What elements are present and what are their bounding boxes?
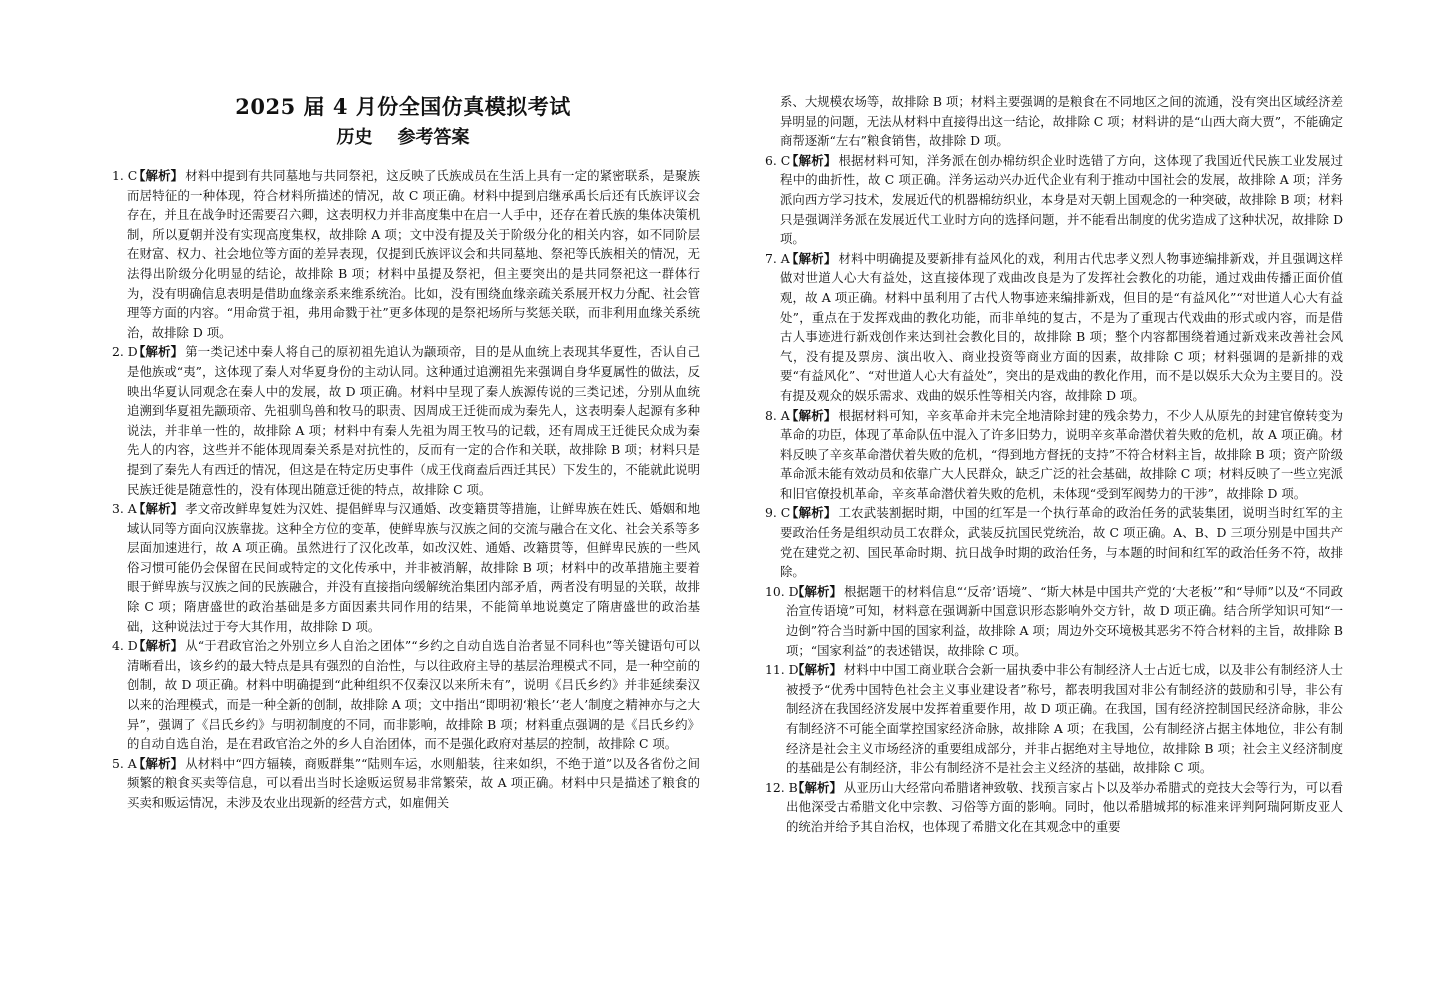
analysis-tag: 【解析】: [133, 168, 184, 183]
document-title: 2025 届 4 月份全国仿真模拟考试: [235, 94, 571, 119]
answer-item-3: [112, 499, 700, 636]
answer-number: 2. D: [112, 344, 138, 360]
answer-number: 10. D: [765, 583, 799, 599]
answer-number: 5. A: [112, 755, 137, 771]
answer-number: 12. B: [765, 779, 798, 795]
answer-item-4: [112, 636, 700, 754]
answer-item-8: [765, 406, 1343, 504]
answer-item-5-continued: 系、大规模农场等，故排除 B 项；材料主要强调的是粮食在不同地区之间的流通，没有突出区域经济差异明显的问题，无法从材料中直接得出这一结论，故排除 C 项；材料讲的是“山西大商大贾”，不能确定商帮逐渐“左右”粮食销售，故排除 D 项。: [780, 94, 1343, 149]
document-header: [110, 92, 696, 152]
answer-number: 4. D: [112, 638, 138, 654]
analysis-tag: 【解析】: [786, 250, 837, 266]
answer-explanation: 孝文帝改鲜卑复姓为汉姓、提倡鲜卑与汉通婚、改变籍贯等措施，让鲜卑族在姓氏、婚姻和地域认同等方面向汉族靠拢。这种全方位的变革，使鲜卑族与汉族之间的交流与融合在文化、社会关系等多层面加速进行，故 A 项正确。虽然进行了汉化改革，如改汉姓、通婚、改籍贯等，但鲜卑民族的一些风俗习惯可能仍会保留在民间或特定的文化传承中，并非被消解，故排除 B 项；材料中的改革措施主要着眼于鲜卑族与汉族之间的民族融合，并没有直接指向缓解统治集团内部矛盾，两者没有明显的关联，故排除 C 项；隋唐盛世的政治基础是多方面因素共同作用的结果，不能简单地说奠定了隋唐盛世的政治基础，这种说法过于夸大其作用，故排除 D 项。: [127, 501, 701, 634]
answer-explanation: 材料中明确提及要新排有益风化的戏，利用古代忠孝义烈人物事迹编排新戏，并且强调这样做对世道人心大有益处，这直接体现了戏曲改良是为了发挥社会教化的功能，通过戏曲传播正面价值观，故 A 项正确。材料中虽利用了古代人物事迹来编排新戏，但目的是“有益风化”“对世道人心大有益处”，重点在于发挥戏曲的教化功能，而非单纯的复古，不是为了重现古代戏曲的形式或内容，而是借古人事迹进行新戏创作来达到社会教化目的，故排除 B 项；整个内容都围绕着通过新戏来改善社会风气，没有提及票房、演出收入、商业投资等商业方面的因素，故排除 C 项；材料强调的是新排的戏要“有益风化”、“对世道人心大有益处”，突出的是戏曲的教化作用，而不是以娱乐大众为主要目的。没有提及观众的娱乐需求、戏曲的娱乐性等相关内容，故排除 D 项。: [780, 250, 1344, 403]
answer-explanation: 第一类记述中秦人将自己的原初祖先追认为颛顼帝，目的是从血统上表现其华夏性，否认自己是他族或“夷”，这体现了秦人对华夏身份的主动认同。这种通过追溯祖先来强调自身华夏属性的做法，反映出华夏认同观念在秦人中的发展，故 D 项正确。材料中呈现了秦人族源传说的三类记述，分别从血统追溯到华夏祖先颛顼帝、先祖驯鸟兽和牧马的职责、因周成王迁徙而成为秦先人，这表明秦人起源有多种说法，并非单一性的，故排除 A 项；材料中有秦人先祖为周王牧马的记载，还有周成王迁徙民众成为秦先人的内容，这些并不能体现周秦关系是对抗性的，反而有一定的合作和关联，故排除 B 项；材料只是提到了秦先人有西迁的情况，但这是在特定历史事件（成王伐商盍后西迁其民）下发生的，不能就此说明民族迁徙是随意性的，没有体现出随意迁徙的特点，故排除 C 项。: [127, 344, 701, 497]
analysis-tag: 【解析】: [786, 505, 837, 521]
answer-explanation: 材料中提到有共同墓地与共同祭祀，这反映了氏族成员在生活上具有一定的紧密联系，是聚族而居特征的一种体现，符合材料所描述的情况，故 C 项正确。材料中提到启继承禹长后还有氏族评议会存在，并且在战争时还需要召六卿，这表明权力并非高度集中在启一人手中，还存在着氏族的集体决策机制，所以夏朝并没有实现高度集权，故排除 A 项；文中没有提及关于阶级分化的相关内容，如不同阶层在财富、权力、社会地位等方面的差异表现，仅提到氏族评议会和共同墓地、祭祀等氏族相关的情况，无法得出阶级分化明显的结论，故排除 B 项；材料中虽提及祭祀，但主要突出的是共同祭祀这一群体行为，没有明确信息表明是借助血缘亲系来维系统治。比如，没有围绕血缘亲疏关系展开权力分配、社会管理等方面的内容。“用命赏于祖，弗用命戮于社”更多体现的是祭祀场所与奖惩关联，而非利用血缘关系统治，故排除 D 项。: [127, 168, 701, 340]
left-column: [112, 166, 700, 813]
answer-item-11: [765, 660, 1343, 778]
analysis-tag: 【解析】: [792, 662, 842, 678]
answer-number: 3. A: [112, 501, 137, 517]
answer-item-10: [765, 582, 1343, 660]
answer-explanation: 材料中中国工商业联合会新一届执委中非公有制经济人士占近七成，以及非公有制经济人士被授予“优秀中国特色社会主义事业建设者”称号，都表明我国对非公有制经济的鼓励和引导，非公有制经济在我国经济发展中发挥着重要作用，故 D 项正确。在我国，国有经济控制国民经济命脉，非公有制经济不可能全面掌控国家经济命脉，故排除 A 项；在我国，公有制经济占据主体地位，非公有制经济是社会主义市场经济的重要组成部分，并非占据绝对主导地位，故排除 B 项；社会主义经济制度的基础是公有制经济，非公有制经济不是社会主义经济的基础，故排除 C 项。: [786, 662, 1344, 776]
answer-explanation: 根据题干的材料信息“‘反帝’语境”、“斯大林是中国共产党的‘大老板’”和“导师”以及“不同政治宣传语境”可知，材料意在强调新中国意识形态影响外交方针，故 D 项正确。结合所学知识可知“一边倒”符合当时新中国的国家利益，故排除 A 项；周边外交环境极其恶劣不符合材料的主旨，故排除 B 项；“国家利益”的表述错误，故排除 C 项。: [786, 583, 1343, 658]
analysis-tag: 【解析】: [133, 755, 184, 771]
answer-number: 7. A: [765, 250, 790, 266]
analysis-tag: 【解析】: [792, 583, 843, 599]
analysis-tag: 【解析】: [133, 501, 184, 517]
answer-number: 6. C: [765, 152, 791, 168]
right-column: [765, 92, 1343, 837]
answer-number: 11. D: [765, 662, 799, 678]
answer-item-6: [765, 151, 1343, 249]
answer-item-9: [765, 503, 1343, 581]
analysis-tag: 【解析】: [133, 344, 184, 360]
answer-item-12: [765, 778, 1343, 837]
answer-explanation: 从“于君政官治之外别立乡人自治之团体”“乡约之自动自选自治者显不同科也”等关键语句可以清晰看出，该乡约的最大特点是具有强烈的自治性，与以往政府主导的基层治理模式不同，是一种空前的创制，故 D 项正确。材料中明确提到“此种组织不仅秦汉以来所未有”，说明《吕氏乡约》并非延续秦汉以来的治理模式，而是一种全新的创制，故排除 A 项；文中指出“即明初‘粮长’‘老人’制度之精神亦与之大异”，强调了《吕氏乡约》与明初制度的不同，而非影响，故排除 B 项；材料重点强调的是《吕氏乡约》的自动自选自治，是在君政官治之外的乡人自治团体，而不是强化政府对基层的控制，故排除 C 项。: [127, 638, 701, 752]
answer-item-7: [765, 249, 1343, 406]
analysis-tag: 【解析】: [133, 638, 184, 654]
answer-explanation: 根据材料可知，洋务派在创办棉纺织企业时选错了方向，这体现了我国近代民族工业发展过程中的曲折性，故 C 项正确。洋务运动兴办近代企业有利于推动中国社会的发展，故排除 A 项；洋务派向西方学习技术，发展近代的机器棉纺织业，本身是对天朝上国观念的一种突破，故排除 B 项；材料只是强调洋务派在发展近代工业时方向的选择问题，并不能看出制度的优劣造成了这种状况，故排除 D 项。: [780, 152, 1344, 247]
answer-explanation: 根据材料可知，辛亥革命并未完全地清除封建的残余势力，不少人从原先的封建官僚转变为革命的功臣，体现了革命队伍中混入了许多旧势力，说明辛亥革命潜伏着失败的危机，故 A 项正确。材料反映了辛亥革命潜伏着失败的危机，“得到地方督抚的支持”不符合材料主旨，故排除 B 项；资产阶级革命派未能有效动员和依靠广大人民群众，缺乏广泛的社会基础，故排除 C 项；材料反映了一些立宪派和旧官僚投机革命，辛亥革命潜伏着失败的危机，未体现“受到军阀势力的干涉”，故排除 D 项。: [780, 407, 1344, 501]
answer-explanation: 从材料中“四方辐辏，商贩群集”“陆则车运，水则船装，往来如织，不绝于道”以及各省份之间频繁的粮食买卖等信息，可以看出当时长途贩运贸易非常繁荣，故 A 项正确。材料中只是描述了粮食的买卖和贩运情况，未涉及农业出现新的经营方式，如雇佣关: [127, 755, 701, 810]
answer-item-5: [112, 754, 700, 813]
analysis-tag: 【解析】: [786, 152, 837, 168]
answer-explanation: 从亚历山大经常向希腊诸神致敬、找预言家占卜以及举办希腊式的竞技大会等行为，可以看出他深受古希腊文化中宗教、习俗等方面的影响。同时，他以希腊城邦的标准来评判阿瑞阿斯皮亚人的统治并给予其自治权，也体现了希腊文化在其观念中的重要: [786, 779, 1344, 834]
answer-item-2: [112, 342, 700, 499]
answer-number: 1. C: [112, 168, 138, 183]
analysis-tag: 【解析】: [786, 407, 837, 423]
answer-explanation: 工农武装割据时期，中国的红军是一个执行革命的政治任务的武装集团，说明当时红军的主要政治任务是组织动员工农群众，武装反抗国民党统治，故 C 项正确。A、B、D 三项分别是中国共产党在建党之初、国民革命时期、抗日战争时期的政治任务，与本题的时间和红军的政治任务不符，故排除。: [780, 505, 1344, 580]
document-subtitle: 历史 参考答案: [336, 127, 470, 148]
analysis-tag: 【解析】: [792, 779, 842, 795]
answer-item-1: [112, 166, 700, 342]
answer-number: 8. A: [765, 407, 790, 423]
answer-number: 9. C: [765, 505, 791, 521]
